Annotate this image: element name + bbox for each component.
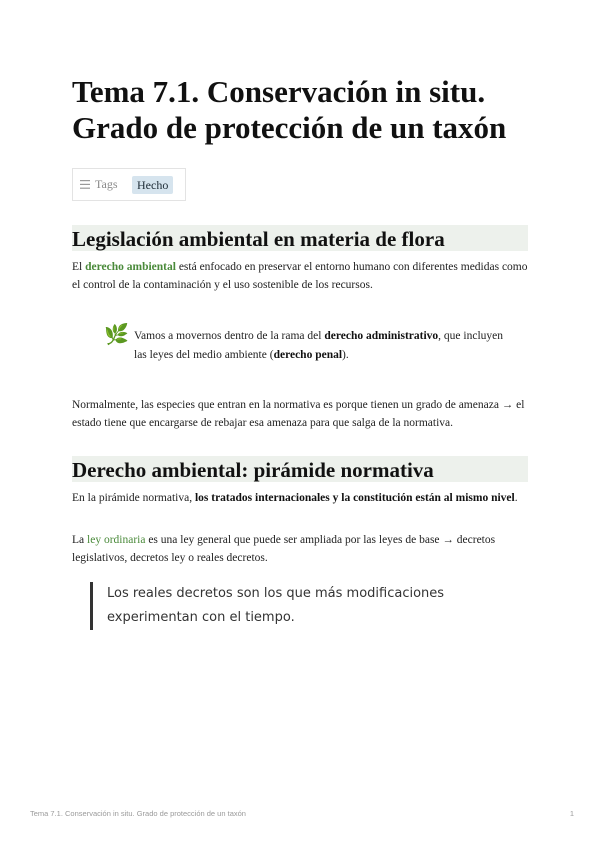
herb-icon: 🌿 [104,324,129,346]
paragraph-ley-ordinaria [72,531,528,567]
paragraph-derecho-ambiental [72,258,528,294]
tags-property [73,177,132,192]
list-icon [80,180,90,189]
text: está enfocado en preservar el entorno humano con diferentes medidas como el control de la contaminación y el uso sostenible de los recursos. [72,261,528,291]
paragraph-piramide [72,489,528,507]
bold-derecho-penal: derecho penal [273,349,343,361]
paragraph-especies-normativa: Normalmente, las especies que entran en la normativa es porque tienen un grado de amenaza → el estado tiene que encargarse de rebajar esa amenaza para que salga de la normativa. [72,399,525,429]
tags-label: Tags [95,177,118,191]
footer-title: Tema 7.1. Conservación in situ. Grado de protección de un taxón [30,809,246,818]
title-line-2: Grado de protección de un taxón [72,110,507,145]
page-number: 1 [569,809,574,818]
link-ley-ordinaria[interactable]: ley ordinaria [87,534,146,546]
text: La [72,534,88,546]
title-line-1: Tema 7.1. Conservación in situ. [72,74,486,109]
section-heading-piramide: Derecho ambiental: pirámide normativa [72,456,528,482]
text: En la pirámide normativa, [72,492,195,504]
bold-derecho-administrativo: derecho administrativo [324,330,439,342]
properties-row [72,168,186,201]
page-footer [30,809,574,818]
blockquote: Los reales decretos son los que más modificaciones experimentan con el tiempo. [90,582,537,630]
bold-tratados: los tratados internacionales y la constitución están al mismo nivel [194,492,515,504]
text: . [514,492,518,504]
text: es una ley general que puede ser ampliada por las leyes de base → decretos legislativos, decretos ley o reales decretos. [72,534,496,564]
page-title [72,74,532,146]
section-heading-legislacion: Legislación ambiental en materia de flora [72,225,528,251]
tag-hecho[interactable]: Hecho [132,176,173,194]
text: Vamos a movernos dentro de la rama del [134,330,325,342]
text: El [72,261,86,273]
link-derecho-ambiental[interactable]: derecho ambiental [85,261,176,273]
text: , que incluyen las leyes del medio ambiente ( [134,330,503,361]
text: ). [342,349,349,361]
callout-text [134,327,504,365]
